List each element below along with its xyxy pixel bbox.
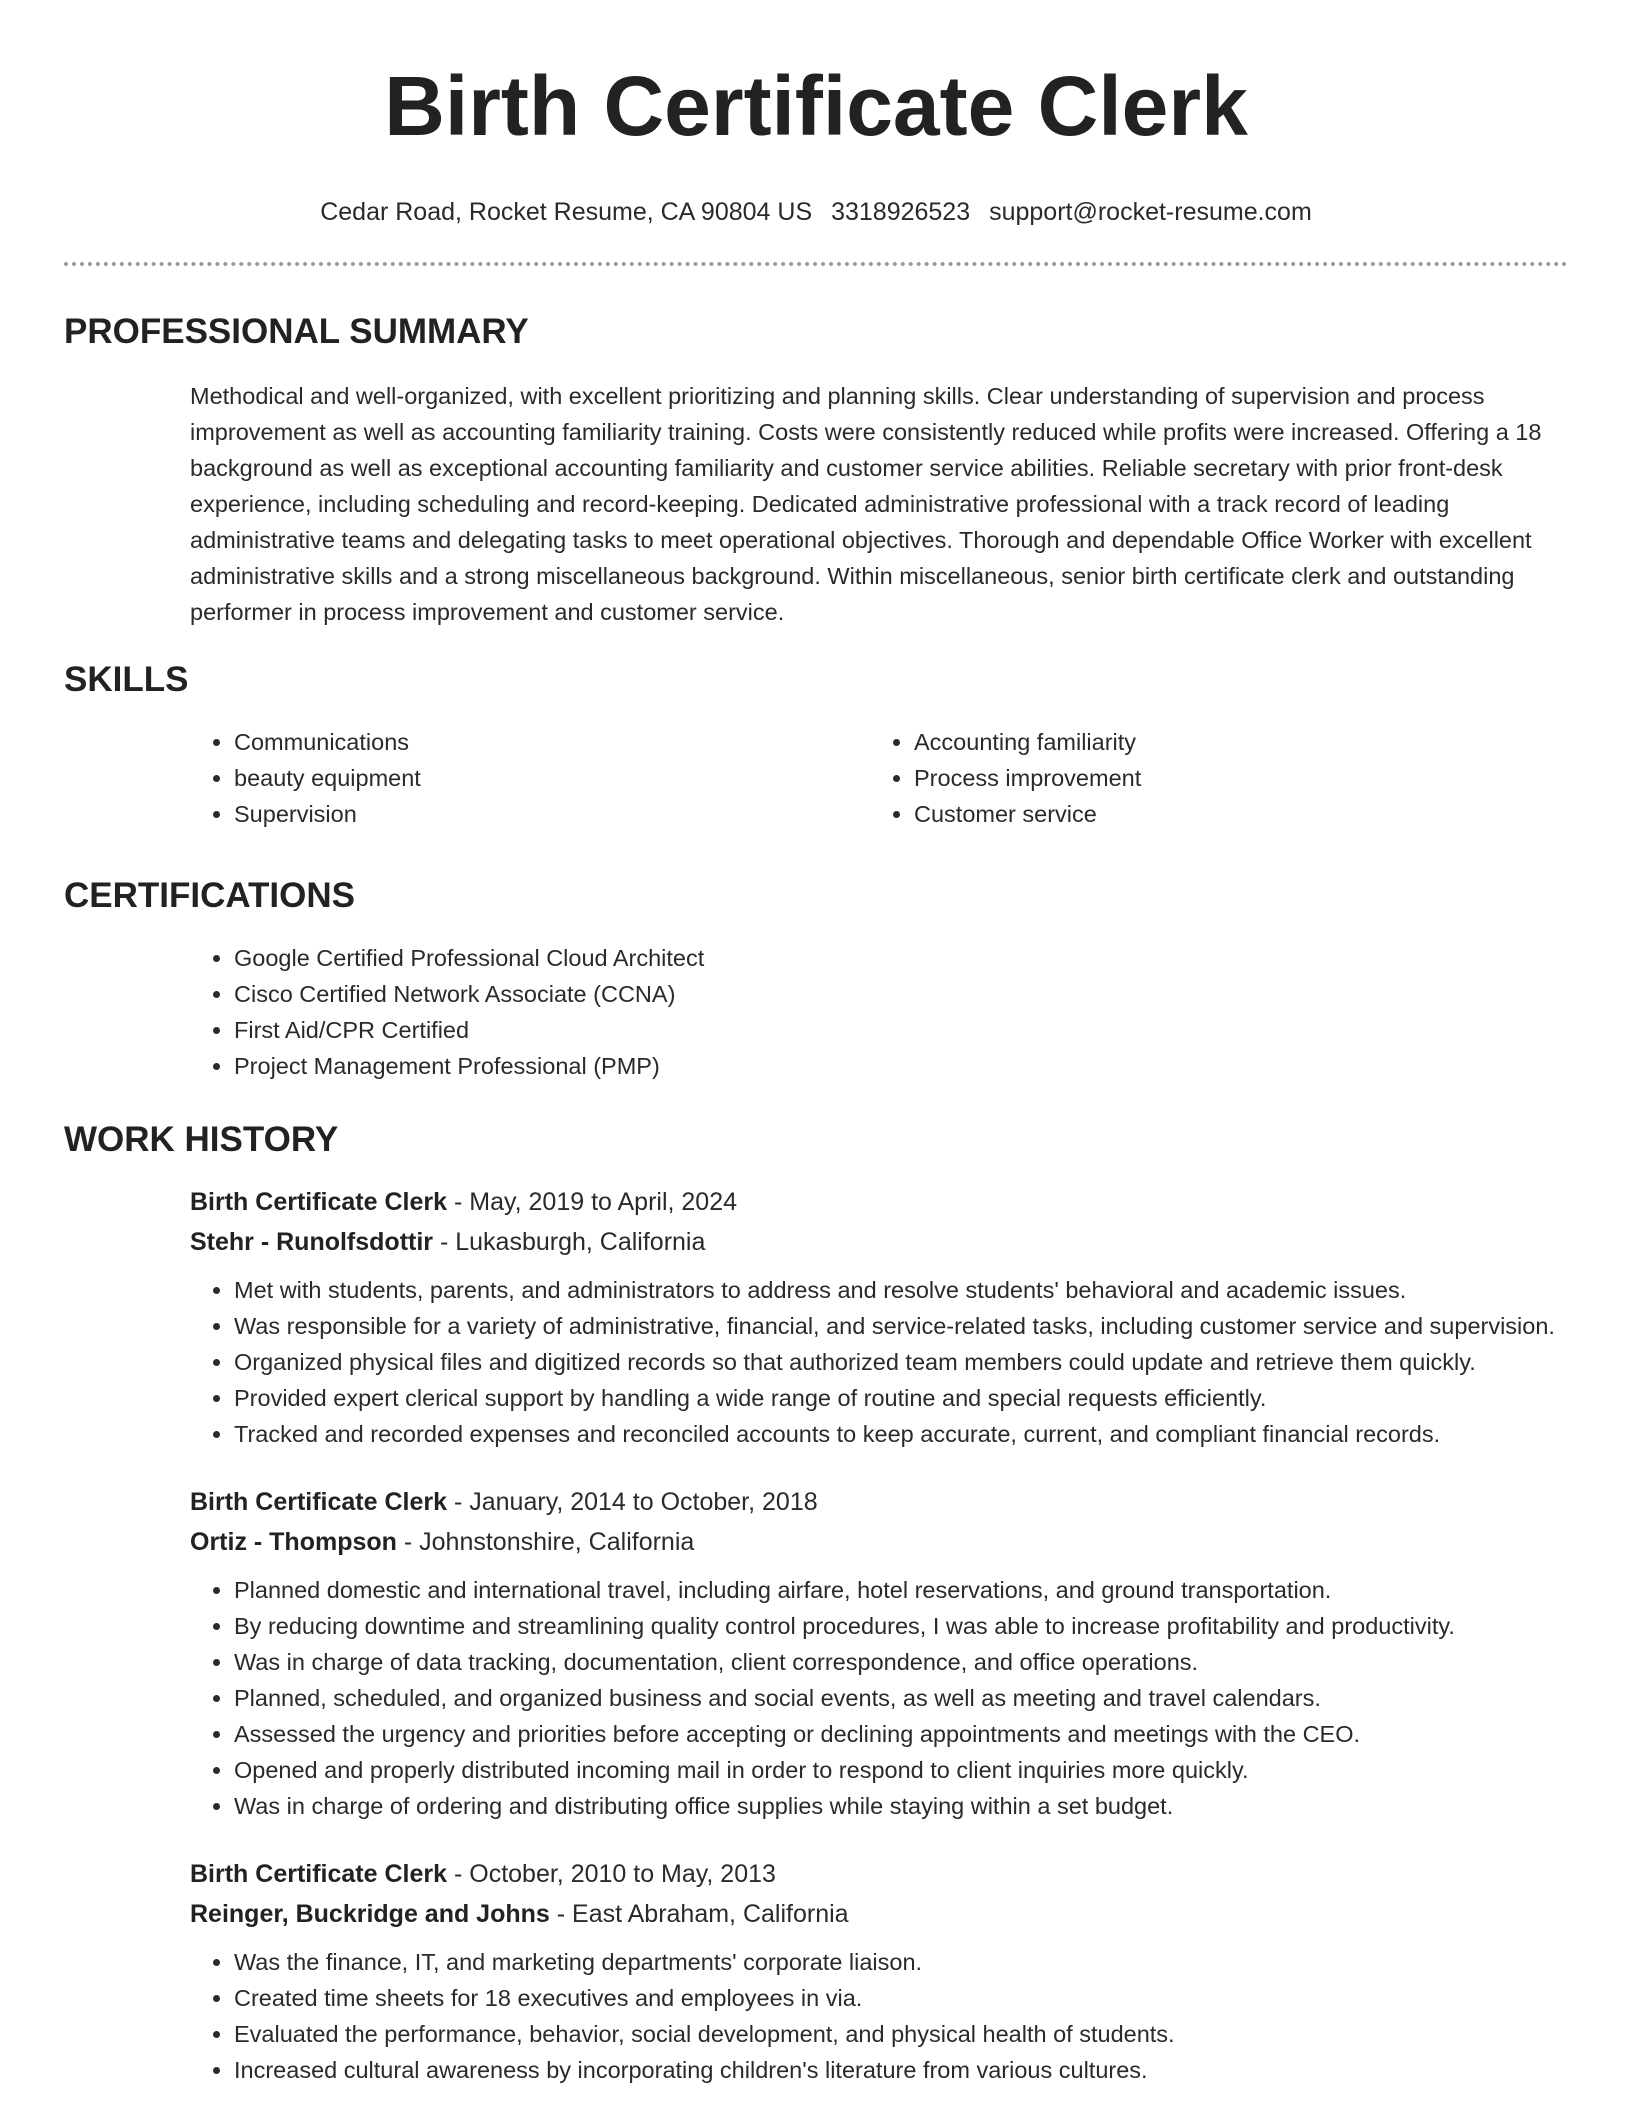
- job-title-line: [190, 1854, 1568, 1894]
- skill-item: • Communications: [234, 724, 870, 760]
- job-location: - East Abraham, California: [549, 1900, 849, 1928]
- job-company: Stehr - Runolfsdottir: [190, 1228, 434, 1256]
- job-company: Reinger, Buckridge and Johns: [190, 1900, 550, 1928]
- contact-phone[interactable]: 3318926523: [831, 198, 971, 226]
- job-bullet: • By reducing downtime and streamlining quality control procedures, I was able to increase profitability and productivity.: [234, 1608, 1568, 1644]
- skills-list-left: [190, 724, 870, 832]
- skill-item: • Process improvement: [914, 760, 1550, 796]
- job-entry: [190, 1854, 1568, 2088]
- job-company-line: [190, 1894, 1568, 1934]
- job-bullet: • Was in charge of data tracking, documentation, client correspondence, and office operations.: [234, 1644, 1568, 1680]
- certifications-heading: CERTIFICATIONS: [64, 876, 356, 915]
- certification-item: • Cisco Certified Network Associate (CCNA): [234, 976, 1568, 1012]
- contact-email[interactable]: support@rocket-resume.com: [989, 198, 1312, 226]
- skill-item: • Supervision: [234, 796, 870, 832]
- job-dates: - May, 2019 to April, 2024: [447, 1188, 738, 1216]
- job-bullet: • Was the finance, IT, and marketing departments' corporate liaison.: [234, 1944, 1568, 1980]
- job-bullet: • Met with students, parents, and administrators to address and resolve students' behavioral and academic issues.: [234, 1272, 1568, 1308]
- job-dates: - January, 2014 to October, 2018: [447, 1488, 818, 1516]
- job-bullet: • Opened and properly distributed incoming mail in order to respond to client inquiries more quickly.: [234, 1752, 1568, 1788]
- summary-section: [64, 310, 1568, 630]
- job-bullets: [190, 1572, 1568, 1824]
- job-title-line: [190, 1482, 1568, 1522]
- job-company: Ortiz - Thompson: [190, 1528, 397, 1556]
- work-section: [64, 1118, 1568, 2088]
- job-location: - Lukasburgh, California: [433, 1228, 706, 1256]
- certifications-list: [190, 940, 1568, 1084]
- job-bullet: • Increased cultural awareness by incorporating children's literature from various cultures.: [234, 2052, 1568, 2088]
- skill-item: • beauty equipment: [234, 760, 870, 796]
- summary-heading: PROFESSIONAL SUMMARY: [64, 312, 529, 351]
- skills-grid: [190, 724, 1568, 832]
- job-title-line: [190, 1182, 1568, 1222]
- skill-item: • Customer service: [914, 796, 1550, 832]
- job-role: Birth Certificate Clerk: [190, 1488, 448, 1516]
- skills-section: [64, 658, 1568, 832]
- job-bullet: • Planned domestic and international travel, including airfare, hotel reservations, and ground transportation.: [234, 1572, 1568, 1608]
- job-bullet: • Created time sheets for 18 executives and employees in via.: [234, 1980, 1568, 2016]
- skills-heading: SKILLS: [64, 660, 189, 699]
- contact-address: Cedar Road, Rocket Resume, CA 90804 US: [320, 198, 813, 226]
- job-bullets: [190, 1272, 1568, 1452]
- certification-item: • Project Management Professional (PMP): [234, 1048, 1568, 1084]
- job-company-line: [190, 1522, 1568, 1562]
- job-entry: [190, 1482, 1568, 1824]
- job-company-line: [190, 1222, 1568, 1262]
- certification-item: • First Aid/CPR Certified: [234, 1012, 1568, 1048]
- job-bullet: • Assessed the urgency and priorities before accepting or declining appointments and meetings with the CEO.: [234, 1716, 1568, 1752]
- job-bullet: • Provided expert clerical support by handling a wide range of routine and special requests efficiently.: [234, 1380, 1568, 1416]
- job-bullet: • Was in charge of ordering and distributing office supplies while staying within a set budget.: [234, 1788, 1568, 1824]
- certification-item: • Google Certified Professional Cloud Architect: [234, 940, 1568, 976]
- summary-text: Methodical and well-organized, with excellent prioritizing and planning skills. Clear understanding of supervision and process improvement as well as accounting familiarity training. Costs were consistently reduced while profits were increased. Offering a 18 background as well as exceptional accounting familiarity and customer service abilities. Reliable secretary with prior front-desk experience, including scheduling and record-keeping. Dedicated administrative professional with a track record of leading administrative teams and delegating tasks to meet operational objectives. Thorough and dependable Office Worker with excellent administrative skills and a strong miscellaneous background. Within miscellaneous, senior birth certificate clerk and outstanding performer in process improvement and customer service.: [190, 383, 1542, 625]
- certifications-section: [64, 874, 1568, 1084]
- resume-page: [64, 0, 1568, 2088]
- job-entry: [190, 1182, 1568, 1452]
- job-dates: - October, 2010 to May, 2013: [447, 1860, 776, 1888]
- resume-name: Birth Certificate Clerk: [384, 59, 1248, 153]
- job-bullet: • Tracked and recorded expenses and reconciled accounts to keep accurate, current, and compliant financial records.: [234, 1416, 1568, 1452]
- skill-item: • Accounting familiarity: [914, 724, 1550, 760]
- job-bullet: • Was responsible for a variety of administrative, financial, and service-related tasks, including customer service and supervision.: [234, 1308, 1568, 1344]
- contact-line: [64, 196, 1568, 228]
- job-role: Birth Certificate Clerk: [190, 1188, 448, 1216]
- job-bullet: • Planned, scheduled, and organized business and social events, as well as meeting and travel calendars.: [234, 1680, 1568, 1716]
- certifications-body: [190, 940, 1568, 1084]
- job-bullet: • Organized physical files and digitized records so that authorized team members could update and retrieve them quickly.: [234, 1344, 1568, 1380]
- job-role: Birth Certificate Clerk: [190, 1860, 448, 1888]
- job-bullet: • Evaluated the performance, behavior, social development, and physical health of students.: [234, 2016, 1568, 2052]
- job-bullets: [190, 1944, 1568, 2088]
- job-location: - Johnstonshire, California: [396, 1528, 695, 1556]
- header-divider: [64, 262, 1568, 266]
- skills-list-right: [870, 724, 1550, 832]
- work-heading: WORK HISTORY: [64, 1120, 339, 1159]
